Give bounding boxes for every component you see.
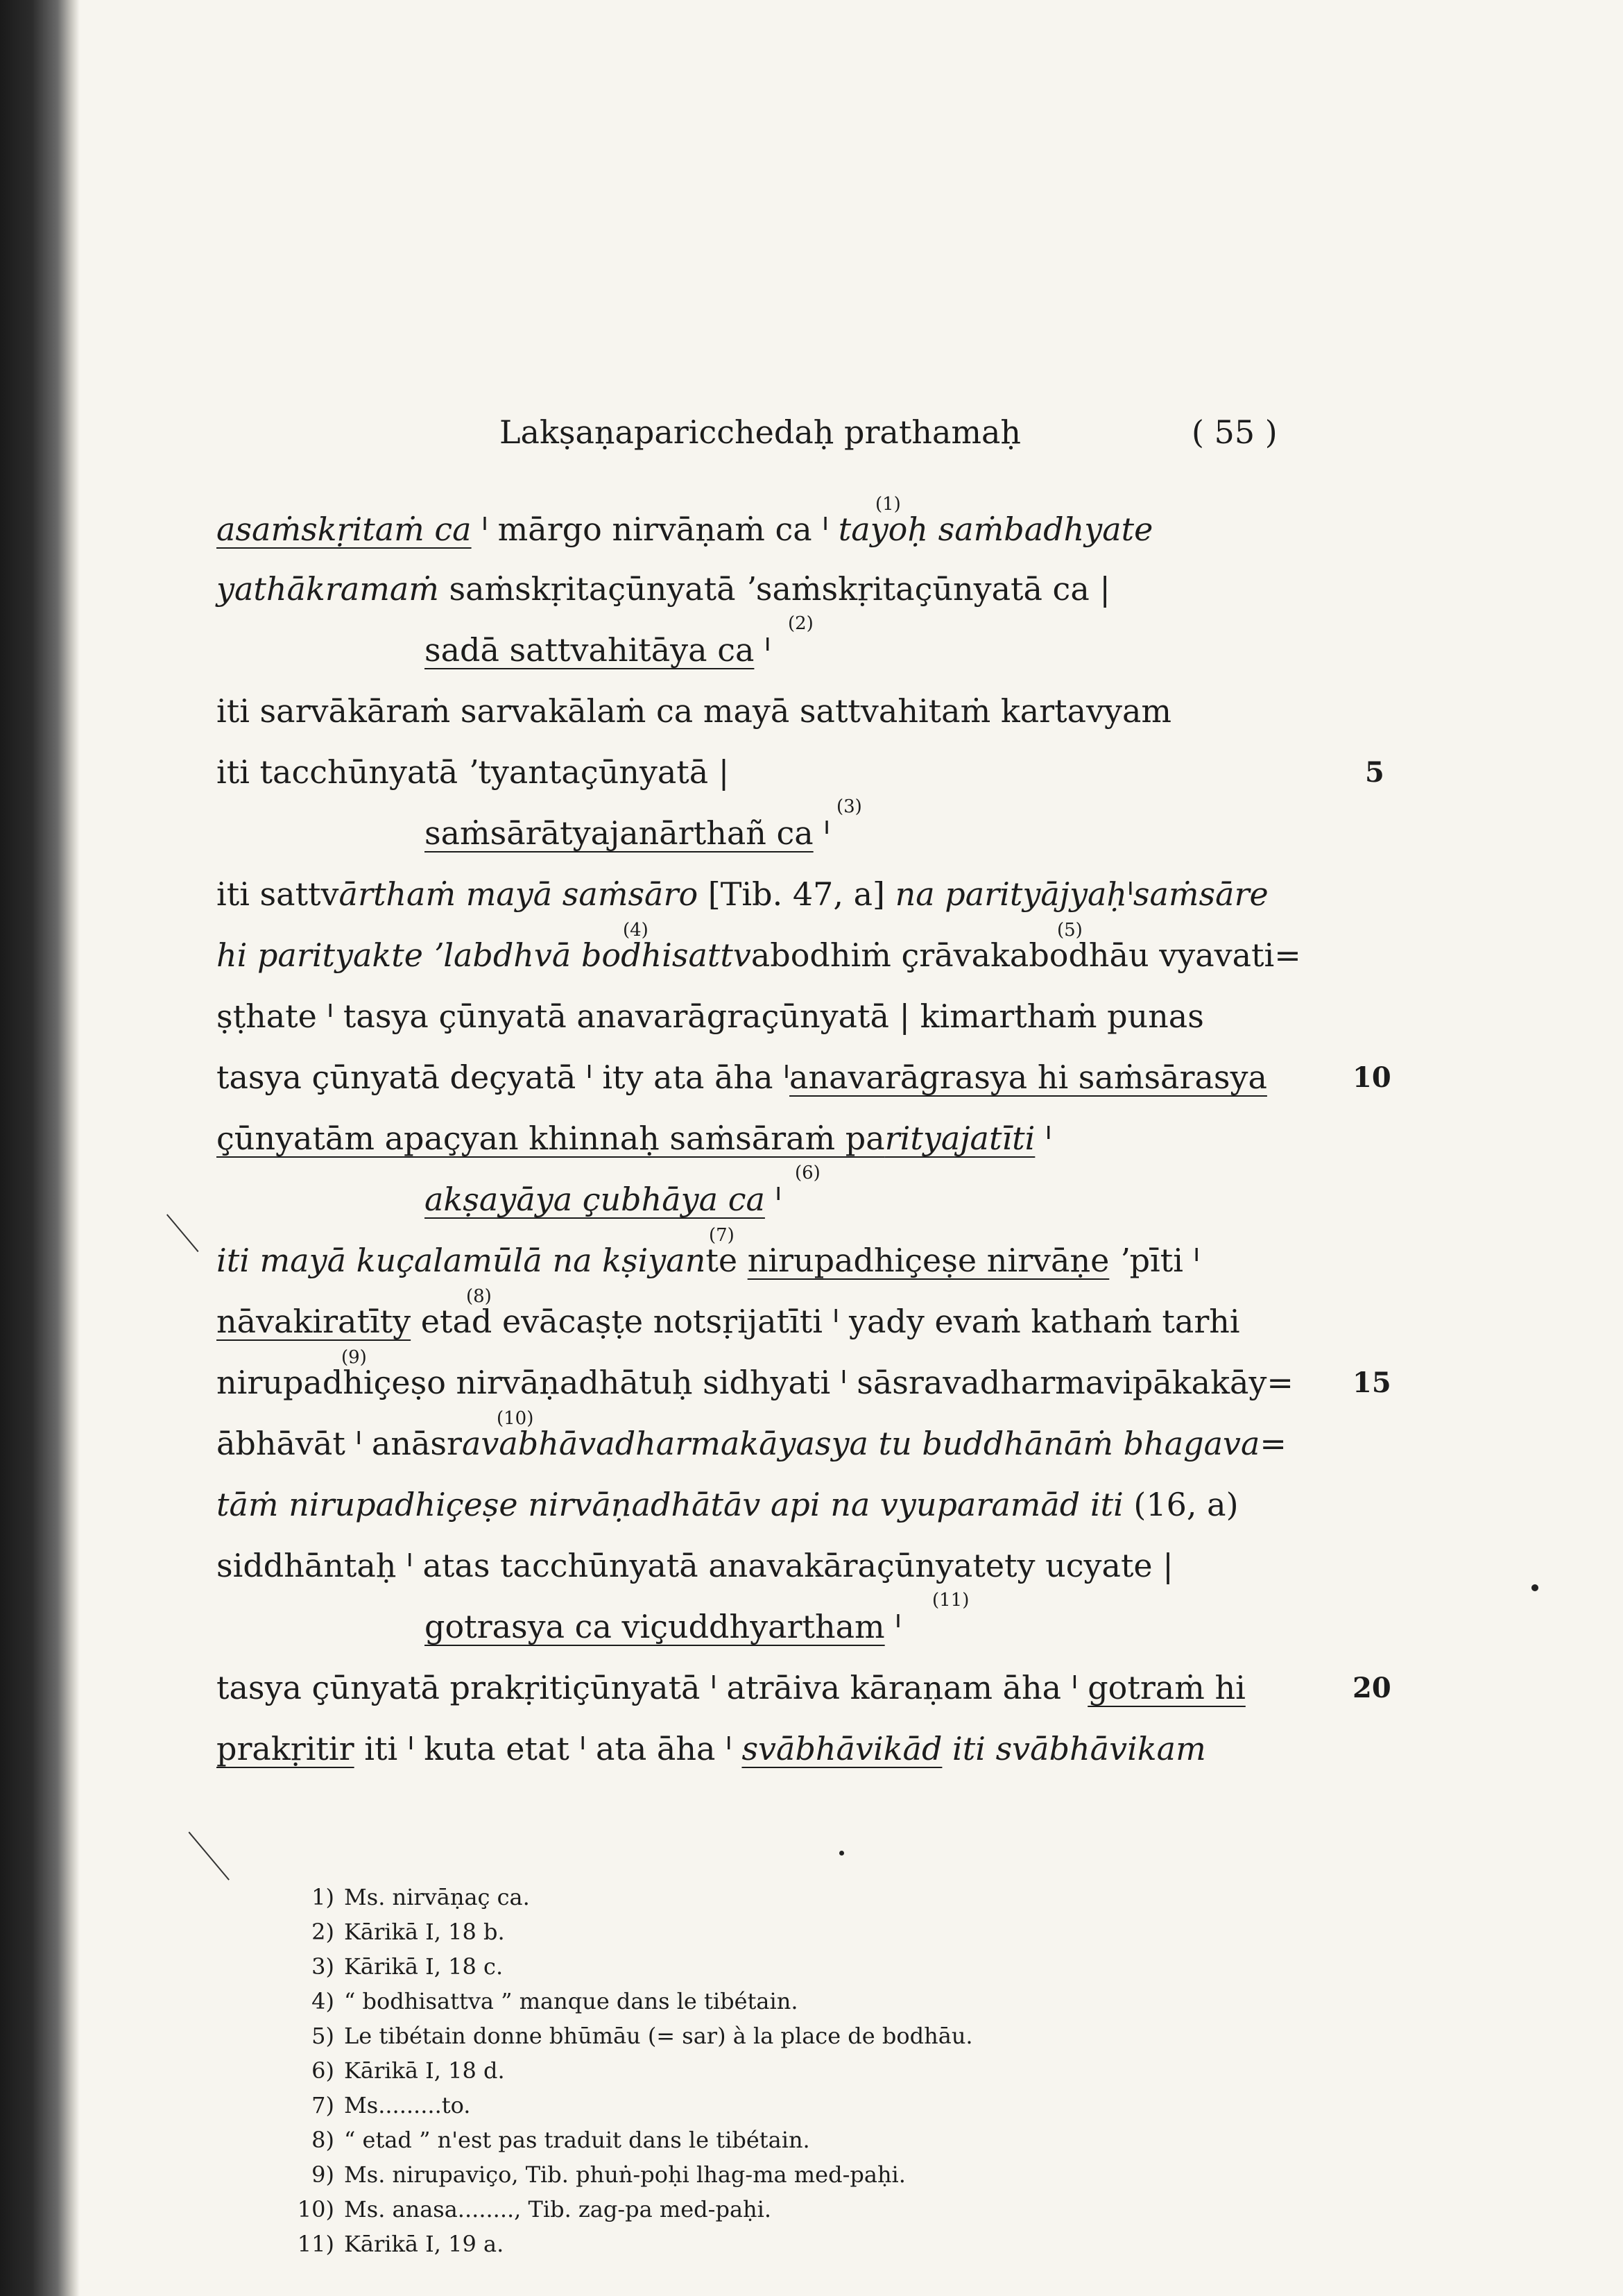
footnote-ref: (6) (795, 1163, 821, 1183)
page-number: ( 55 ) (1192, 413, 1278, 451)
footnote-ref: (8) (466, 1286, 492, 1307)
text-line: nirupadhiçeṣo nirvāṇadhātuḥ sidhyati ᑊ sāsravadharmavipākakāy= (216, 1364, 1294, 1401)
footnote-ref: (11) (932, 1590, 970, 1611)
text-line: yathākramaṁ saṁskṛitaçūnyatā ʼsaṁskṛitaçūnyatā ca | (216, 570, 1110, 608)
footnote: 4) “ bodhisattva ” manque dans le tibétain. (311, 1988, 798, 2014)
footnote-ref: (7) (709, 1225, 735, 1246)
footnote-ref: (5) (1057, 920, 1083, 941)
text-line: ṣṭhate ᑊ tasya çūnyatā anavarāgraçūnyatā | kimarthaṁ punas (216, 997, 1204, 1035)
karika-verse: gotrasya ca viçuddhyartham ᑊ (424, 1608, 902, 1645)
scan-mark (166, 1213, 200, 1252)
text-line: tāṁ nirupadhiçeṣe nirvāṇadhātāv api na vyuparamād iti (16, a) (216, 1486, 1239, 1523)
footnote: 8) “ etad ” n'est pas traduit dans le tibétain. (311, 2127, 810, 2153)
text-line: ābhāvāt ᑊ anāsravabhāvadharmakāyasya tu buddhānāṁ bhagava= (216, 1425, 1287, 1462)
footnote-ref: (1) (875, 494, 901, 515)
footnote-ref: (2) (788, 613, 814, 634)
karika-verse: sadā sattvahitāya ca ᑊ (424, 631, 771, 669)
footnote-ref: (10) (497, 1408, 534, 1429)
line-number: 20 (1352, 1672, 1391, 1704)
footnote: 5) Le tibétain donne bhūmāu (= sar) à la place de bodhāu. (311, 2023, 973, 2049)
book-binding-shadow (0, 0, 80, 2296)
footnote: 2) Kārikā I, 18 b. (311, 1919, 505, 1945)
footnote-ref: (4) (623, 920, 649, 941)
footnote-ref: (9) (341, 1347, 367, 1368)
karika-verse: saṁsārātyajanārthañ ca ᑊ (424, 814, 830, 852)
text-line: prakṛitir iti ᑊ kuta etat ᑊ ata āha ᑊ svābhāvikād iti svābhāvikam (216, 1730, 1206, 1767)
text-line: siddhāntaḥ ᑊ atas tacchūnyatā anavakāraçūnyatety ucyate | (216, 1547, 1174, 1584)
scan-speck (1531, 1584, 1538, 1591)
footnote: 11) Kārikā I, 19 a. (297, 2231, 504, 2257)
text-line: iti mayā kuçalamūlā na kṣiyante nirupadhiçeṣe nirvāṇe ʼpīti ᑊ (216, 1242, 1200, 1279)
karika-verse: akṣayāya çubhāya ca ᑊ (424, 1181, 782, 1218)
footnote: 1) Ms. nirvāṇaç ca. (311, 1884, 530, 1910)
text-line: iti tacchūnyatā ʼtyantaçūnyatā | (216, 753, 730, 791)
text-line: hi parityakte ʼlabdhvā bodhisattvabodhiṁ çrāvakabodhāu vyavati= (216, 936, 1301, 974)
text-line: tasya çūnyatā prakṛitiçūnyatā ᑊ atrāiva kāraṇam āha ᑊ gotraṁ hi (216, 1669, 1246, 1706)
scan-speck (839, 1851, 844, 1856)
text-line: tasya çūnyatā deçyatā ᑊ ity ata āha ᑊanavarāgrasya hi saṁsārasya (216, 1059, 1267, 1096)
text-line: çūnyatām apaçyan khinnaḥ saṁsāraṁ parityajatīti ᑊ (216, 1120, 1051, 1157)
footnote: 7) Ms.........to. (311, 2092, 471, 2118)
line-number: 15 (1352, 1367, 1391, 1399)
footnote: 6) Kārikā I, 18 d. (311, 2057, 505, 2084)
text-line: iti sattvārthaṁ mayā saṁsāro [Tib. 47, a] na parityājyaḥᑊsaṁsāre (216, 875, 1269, 913)
footnote: 9) Ms. nirupaviço, Tib. phuṅ-poḥi lhag-ma med-paḥi. (311, 2161, 906, 2188)
footnote: 10) Ms. anasa........, Tib. zag-pa med-paḥi. (297, 2196, 772, 2222)
line-number: 5 (1365, 756, 1384, 789)
line-number: 10 (1352, 1061, 1391, 1094)
scan-mark (189, 1831, 231, 1881)
text-line: nāvakiratīty etad evācaṣṭe notsṛijatīti ᑊ yady evaṁ kathaṁ tarhi (216, 1303, 1240, 1340)
footnote: 3) Kārikā I, 18 c. (311, 1953, 504, 1980)
footnote-ref: (3) (836, 796, 862, 817)
running-header: Lakṣaṇaparicchedaḥ prathamaḥ (499, 413, 1022, 451)
text-line: iti sarvākāraṁ sarvakālaṁ ca mayā sattvahitaṁ kartavyam (216, 692, 1172, 730)
text-line: asaṁskṛitaṁ ca ᑊ mārgo nirvāṇaṁ ca ᑊ tayoḥ saṁbadhyate (216, 511, 1153, 548)
